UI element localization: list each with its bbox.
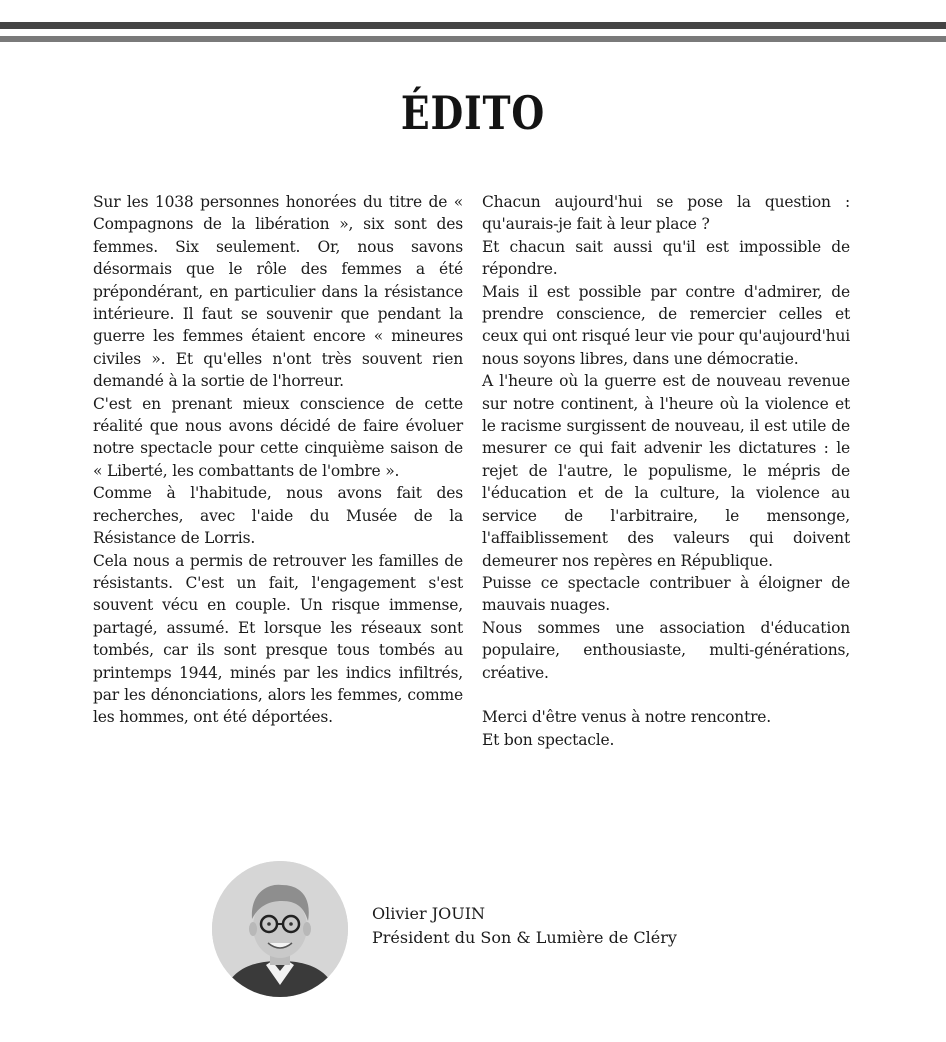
closing-line-1: Merci d'être venus à notre rencontre. (482, 708, 772, 727)
right-column (482, 191, 850, 751)
left-paragraph-4: Cela nous a permis de retrouver les familles de résistants. C'est un fait, l'engagement s'est souvent vécu en couple. Un risque immense, partagé, assumé. Et lorsque les réseaux sont tombés, car ils sont presque tous tombés au printemps 1944, minés par les indics infiltrés, par les dénonciations, alors les femmes, comme les hommes, ont été déportées. (93, 551, 463, 727)
portrait-photo-icon (212, 861, 348, 997)
right-paragraph-1: Chacun aujourd'hui se pose la question : qu'aurais-je fait à leur place ? (482, 193, 850, 234)
left-paragraph-3: Comme à l'habitude, nous avons fait des recherches, avec l'aide du Musée de la Résistance de Lorris. (93, 484, 463, 548)
page-title: ÉDITO (400, 86, 546, 140)
left-paragraph-1: Sur les 1038 personnes honorées du titre de « Compagnons de la libération », six sont des femmes. Six seulement. Or, nous savons désormais que le rôle des femmes a été prépondérant, en particulier dans la résistance intérieure. Il faut se souvenir que pendant la guerre les femmes étaient encore « mineures civiles ». Et qu'elles n'ont très souvent rien demandé à la sortie de l'horreur. (93, 193, 463, 391)
right-paragraph-5: Puisse ce spectacle contribuer à éloigner de mauvais nuages. (482, 573, 850, 615)
header-rule-light (0, 36, 946, 42)
right-paragraph-3: Mais il est possible par contre d'admirer, de prendre conscience, de remercier celles et ceux qui ont risqué leur vie pour qu'aujourd'hui nous soyons libres, dans une démocratie. (482, 282, 850, 368)
right-paragraph-2: Et chacun sait aussi qu'il est impossible de répondre. (482, 237, 850, 279)
signature-name: Olivier JOUIN (372, 904, 486, 923)
left-column (93, 191, 463, 729)
signature-role: Président du Son & Lumière de Cléry (372, 928, 677, 947)
closing-line-2: Et bon spectacle. (482, 730, 615, 749)
right-paragraph-6: Nous sommes une association d'éducation populaire, enthousiaste, multi-générations, créative. (482, 618, 850, 682)
signature-block (372, 902, 677, 950)
left-paragraph-2: C'est en prenant mieux conscience de cette réalité que nous avons décidé de faire évoluer notre spectacle pour cette cinquième saison de « Liberté, les combattants de l'ombre ». (93, 394, 463, 480)
right-paragraph-4: A l'heure où la guerre est de nouveau revenue sur notre continent, à l'heure où la violence et le racisme surgissent de nouveau, il est utile de mesurer ce qui fait advenir les dictatures : le rejet de l'autre, le populisme, le mépris de l'éducation et de la culture, la violence au service de l'arbitraire, le mensonge, l'affaiblissement des valeurs qui doivent demeurer nos repères en République. (482, 372, 850, 570)
header-rule-dark (0, 22, 946, 29)
